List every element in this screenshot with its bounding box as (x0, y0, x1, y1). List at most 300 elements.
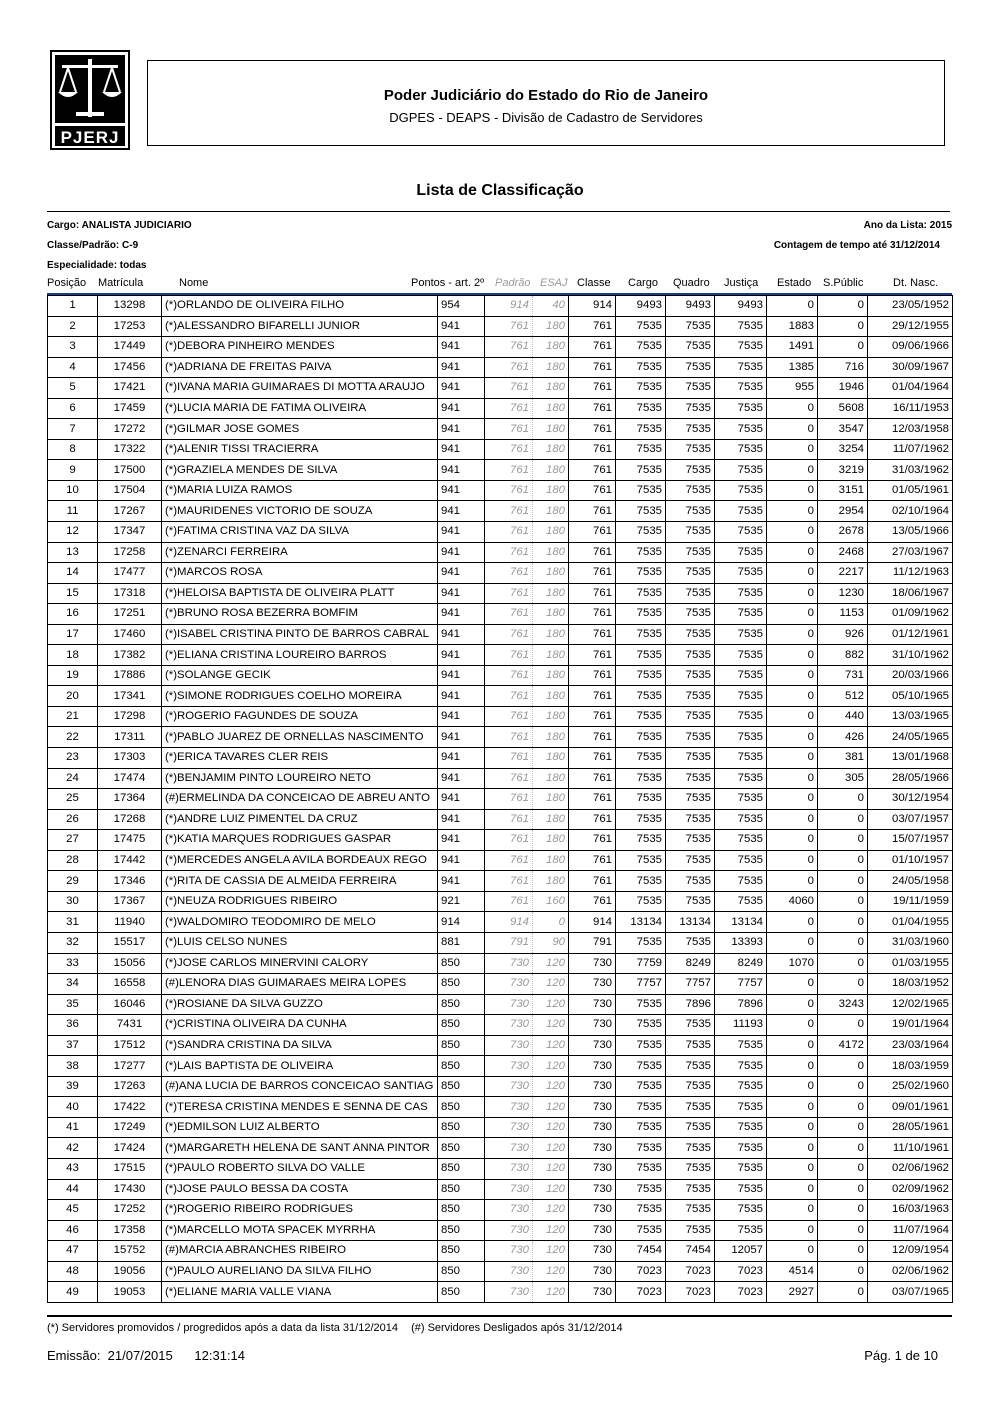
cell-esaj: 120 (533, 1138, 569, 1159)
cell-pontos: 850 (438, 1158, 485, 1179)
cell-estado: 0 (767, 501, 818, 522)
table-row (48, 1015, 953, 1036)
cell-nome: (*)PABLO JUAREZ DE ORNELLAS NASCIMENTO (162, 727, 438, 748)
cell-pontos: 850 (438, 1035, 485, 1056)
cell-cargo: 7454 (616, 1241, 666, 1262)
cell-esaj: 120 (533, 1076, 569, 1097)
cell-matricula: 17364 (98, 789, 162, 810)
cell-estado: 0 (767, 1158, 818, 1179)
col-esaj: ESAJ (540, 277, 568, 289)
cell-posicao: 11 (48, 501, 98, 522)
cell-spublic: 440 (818, 706, 868, 727)
cell-cargo: 7535 (616, 1117, 666, 1138)
cell-matricula: 17253 (98, 316, 162, 337)
cell-classe: 914 (569, 912, 616, 933)
col-classe: Classe (577, 277, 611, 289)
cell-spublic: 0 (818, 891, 868, 912)
cell-spublic: 926 (818, 624, 868, 645)
cell-estado: 0 (767, 542, 818, 563)
table-row (48, 296, 953, 317)
cell-padrao: 761 (485, 357, 533, 378)
cell-classe: 761 (569, 665, 616, 686)
cell-classe: 761 (569, 850, 616, 871)
table-row (48, 1097, 953, 1118)
cell-dtnasc: 30/12/1954 (868, 789, 953, 810)
cell-quadro: 7535 (666, 1138, 715, 1159)
cell-matricula: 17277 (98, 1056, 162, 1077)
cell-matricula: 17382 (98, 645, 162, 666)
cell-dtnasc: 13/05/1966 (868, 522, 953, 543)
cell-estado: 0 (767, 522, 818, 543)
cell-posicao: 47 (48, 1241, 98, 1262)
table-row (48, 953, 953, 974)
cell-justica: 7535 (715, 542, 767, 563)
cell-spublic: 0 (818, 1220, 868, 1241)
cell-esaj: 120 (533, 1261, 569, 1282)
cell-pontos: 850 (438, 1200, 485, 1221)
cell-pontos: 921 (438, 891, 485, 912)
logo-text: PJERJ (60, 128, 120, 147)
cell-quadro: 7535 (666, 1117, 715, 1138)
cell-classe: 761 (569, 871, 616, 892)
cell-estado: 0 (767, 439, 818, 460)
cell-estado: 0 (767, 665, 818, 686)
cell-pontos: 941 (438, 871, 485, 892)
cell-cargo: 7759 (616, 953, 666, 974)
table-row (48, 1056, 953, 1077)
cell-nome: (*)ROSIANE DA SILVA GUZZO (162, 994, 438, 1015)
cell-classe: 761 (569, 809, 616, 830)
cell-pontos: 941 (438, 378, 485, 399)
cell-pontos: 941 (438, 419, 485, 440)
cell-cargo: 7535 (616, 1179, 666, 1200)
cell-esaj: 180 (533, 480, 569, 501)
cell-justica: 7896 (715, 994, 767, 1015)
cell-padrao: 730 (485, 1056, 533, 1077)
cell-dtnasc: 13/03/1965 (868, 706, 953, 727)
cell-posicao: 37 (48, 1035, 98, 1056)
cell-spublic: 0 (818, 1179, 868, 1200)
cell-pontos: 941 (438, 439, 485, 460)
col-cargo: Cargo (628, 277, 658, 289)
cell-dtnasc: 24/05/1965 (868, 727, 953, 748)
cell-cargo: 7535 (616, 686, 666, 707)
cell-pontos: 941 (438, 686, 485, 707)
cell-nome: (*)ORLANDO DE OLIVEIRA FILHO (162, 296, 438, 317)
cell-padrao: 761 (485, 419, 533, 440)
cell-matricula: 17268 (98, 809, 162, 830)
cell-cargo: 7023 (616, 1261, 666, 1282)
cell-justica: 7535 (715, 501, 767, 522)
cell-spublic: 0 (818, 850, 868, 871)
cell-padrao: 730 (485, 1076, 533, 1097)
cell-spublic: 0 (818, 1241, 868, 1262)
cell-justica: 7535 (715, 1056, 767, 1077)
cell-justica: 7535 (715, 748, 767, 769)
cell-classe: 730 (569, 1179, 616, 1200)
cell-spublic: 3219 (818, 460, 868, 481)
cell-matricula: 17251 (98, 604, 162, 625)
cell-estado: 0 (767, 1138, 818, 1159)
cell-quadro: 7535 (666, 645, 715, 666)
cell-justica: 7535 (715, 460, 767, 481)
cell-cargo: 7535 (616, 706, 666, 727)
cell-quadro: 7535 (666, 1179, 715, 1200)
header-subtitle: DGPES - DEAPS - Divisão de Cadastro de Servidores (389, 110, 703, 125)
cell-quadro: 7896 (666, 994, 715, 1015)
meta-classe: Classe/Padrão: C-9 (47, 240, 139, 251)
cell-spublic: 0 (818, 316, 868, 337)
table-row (48, 604, 953, 625)
cell-nome: (*)GRAZIELA MENDES DE SILVA (162, 460, 438, 481)
table-row (48, 419, 953, 440)
cell-esaj: 180 (533, 686, 569, 707)
table-row (48, 398, 953, 419)
cell-posicao: 26 (48, 809, 98, 830)
cell-padrao: 761 (485, 645, 533, 666)
cell-posicao: 8 (48, 439, 98, 460)
cell-padrao: 761 (485, 378, 533, 399)
cell-justica: 7535 (715, 727, 767, 748)
cell-justica: 13134 (715, 912, 767, 933)
cell-estado: 4514 (767, 1261, 818, 1282)
cell-cargo: 7535 (616, 563, 666, 584)
cell-spublic: 0 (818, 296, 868, 317)
cell-dtnasc: 02/09/1962 (868, 1179, 953, 1200)
cell-dtnasc: 30/09/1967 (868, 357, 953, 378)
cell-quadro: 7535 (666, 357, 715, 378)
cell-dtnasc: 31/03/1960 (868, 932, 953, 953)
cell-matricula: 17267 (98, 501, 162, 522)
cell-cargo: 7535 (616, 522, 666, 543)
cell-spublic: 0 (818, 1097, 868, 1118)
cell-dtnasc: 12/02/1965 (868, 994, 953, 1015)
cell-padrao: 761 (485, 337, 533, 358)
cell-nome: (*)GILMAR JOSE GOMES (162, 419, 438, 440)
cell-justica: 12057 (715, 1241, 767, 1262)
cell-cargo: 7023 (616, 1282, 666, 1303)
cell-matricula: 17421 (98, 378, 162, 399)
cell-posicao: 28 (48, 850, 98, 871)
cell-esaj: 120 (533, 953, 569, 974)
cell-matricula: 17318 (98, 583, 162, 604)
col-nome: Nome (179, 277, 209, 289)
col-padrao: Padrão (495, 277, 531, 289)
cell-spublic: 0 (818, 1158, 868, 1179)
cell-pontos: 850 (438, 1015, 485, 1036)
cell-esaj: 40 (533, 296, 569, 317)
cell-quadro: 7535 (666, 624, 715, 645)
meta-cargo: Cargo: ANALISTA JUDICIARIO (47, 220, 192, 231)
cell-dtnasc: 09/06/1966 (868, 337, 953, 358)
cell-classe: 761 (569, 542, 616, 563)
cell-estado: 0 (767, 706, 818, 727)
cell-matricula: 19053 (98, 1282, 162, 1303)
column-headers (0, 277, 1000, 293)
cell-nome: (*)NEUZA RODRIGUES RIBEIRO (162, 891, 438, 912)
cell-estado: 0 (767, 1117, 818, 1138)
cell-classe: 730 (569, 1138, 616, 1159)
cell-pontos: 941 (438, 604, 485, 625)
cell-posicao: 7 (48, 419, 98, 440)
cell-quadro: 7535 (666, 522, 715, 543)
cell-classe: 761 (569, 316, 616, 337)
cell-padrao: 761 (485, 583, 533, 604)
cell-quadro: 7535 (666, 809, 715, 830)
cell-justica: 8249 (715, 953, 767, 974)
cell-dtnasc: 03/07/1965 (868, 1282, 953, 1303)
cell-spublic: 0 (818, 974, 868, 995)
cell-justica: 7535 (715, 419, 767, 440)
cell-quadro: 7535 (666, 850, 715, 871)
col-quadro: Quadro (673, 277, 710, 289)
cell-cargo: 7535 (616, 1015, 666, 1036)
cell-pontos: 914 (438, 912, 485, 933)
cell-esaj: 180 (533, 604, 569, 625)
cell-esaj: 180 (533, 665, 569, 686)
cell-esaj: 180 (533, 871, 569, 892)
cell-posicao: 31 (48, 912, 98, 933)
cell-esaj: 180 (533, 727, 569, 748)
cell-posicao: 33 (48, 953, 98, 974)
cell-spublic: 0 (818, 932, 868, 953)
page-number: Pág. 1 de 10 (864, 1348, 938, 1363)
cell-nome: (#)LENORA DIAS GUIMARAES MEIRA LOPES (162, 974, 438, 995)
cell-nome: (*)MARCOS ROSA (162, 563, 438, 584)
cell-posicao: 14 (48, 563, 98, 584)
cell-esaj: 120 (533, 994, 569, 1015)
cell-matricula: 11940 (98, 912, 162, 933)
cell-esaj: 180 (533, 789, 569, 810)
cell-dtnasc: 24/05/1958 (868, 871, 953, 892)
cell-esaj: 120 (533, 1117, 569, 1138)
cell-classe: 730 (569, 1076, 616, 1097)
col-dtnasc: Dt. Nasc. (893, 277, 939, 289)
cell-spublic: 882 (818, 645, 868, 666)
cell-spublic: 2468 (818, 542, 868, 563)
cell-justica: 7535 (715, 378, 767, 399)
cell-nome: (*)RITA DE CASSIA DE ALMEIDA FERREIRA (162, 871, 438, 892)
cell-justica: 7535 (715, 706, 767, 727)
cell-estado: 0 (767, 604, 818, 625)
cell-dtnasc: 19/11/1959 (868, 891, 953, 912)
cell-quadro: 7535 (666, 1200, 715, 1221)
cell-nome: (*)LAIS BAPTISTA DE OLIVEIRA (162, 1056, 438, 1077)
cell-posicao: 48 (48, 1261, 98, 1282)
cell-pontos: 941 (438, 542, 485, 563)
col-spublic: S.Públic (823, 277, 864, 289)
cell-dtnasc: 01/09/1962 (868, 604, 953, 625)
cell-padrao: 730 (485, 1261, 533, 1282)
cell-pontos: 941 (438, 583, 485, 604)
cell-quadro: 7535 (666, 789, 715, 810)
cell-padrao: 914 (485, 296, 533, 317)
cell-estado: 0 (767, 748, 818, 769)
cell-justica: 7535 (715, 439, 767, 460)
cell-padrao: 761 (485, 891, 533, 912)
cell-justica: 7535 (715, 645, 767, 666)
cell-classe: 761 (569, 768, 616, 789)
cell-nome: (#)ERMELINDA DA CONCEICAO DE ABREU ANTO (162, 789, 438, 810)
cell-quadro: 7535 (666, 439, 715, 460)
cell-matricula: 17459 (98, 398, 162, 419)
table-row (48, 686, 953, 707)
cell-classe: 730 (569, 1035, 616, 1056)
cell-padrao: 761 (485, 727, 533, 748)
cell-estado: 0 (767, 830, 818, 851)
cell-quadro: 7535 (666, 563, 715, 584)
cell-pontos: 941 (438, 357, 485, 378)
cell-matricula: 17477 (98, 563, 162, 584)
cell-posicao: 21 (48, 706, 98, 727)
cell-cargo: 7535 (616, 727, 666, 748)
cell-dtnasc: 16/11/1953 (868, 398, 953, 419)
col-justica: Justiça (724, 277, 759, 289)
table-row (48, 1261, 953, 1282)
cell-quadro: 8249 (666, 953, 715, 974)
table-row (48, 542, 953, 563)
cell-esaj: 180 (533, 542, 569, 563)
cell-esaj: 180 (533, 748, 569, 769)
cell-dtnasc: 18/03/1959 (868, 1056, 953, 1077)
cell-esaj: 120 (533, 1220, 569, 1241)
cell-pontos: 850 (438, 1220, 485, 1241)
cell-estado: 0 (767, 1015, 818, 1036)
cell-matricula: 13298 (98, 296, 162, 317)
cell-estado: 0 (767, 809, 818, 830)
cell-posicao: 9 (48, 460, 98, 481)
cell-estado: 0 (767, 563, 818, 584)
cell-posicao: 13 (48, 542, 98, 563)
table-row (48, 706, 953, 727)
cell-dtnasc: 23/05/1952 (868, 296, 953, 317)
table-row (48, 727, 953, 748)
cell-pontos: 850 (438, 1117, 485, 1138)
cell-cargo: 7535 (616, 337, 666, 358)
cell-cargo: 7535 (616, 809, 666, 830)
cell-padrao: 730 (485, 1200, 533, 1221)
cell-posicao: 22 (48, 727, 98, 748)
cell-quadro: 7535 (666, 748, 715, 769)
cell-cargo: 7535 (616, 460, 666, 481)
cell-posicao: 2 (48, 316, 98, 337)
cell-estado: 0 (767, 1056, 818, 1077)
cell-classe: 761 (569, 830, 616, 851)
table-row (48, 974, 953, 995)
cell-cargo: 7535 (616, 789, 666, 810)
cell-posicao: 5 (48, 378, 98, 399)
cell-padrao: 791 (485, 932, 533, 953)
cell-padrao: 730 (485, 994, 533, 1015)
cell-classe: 730 (569, 1220, 616, 1241)
table-row (48, 645, 953, 666)
cell-quadro: 7535 (666, 337, 715, 358)
cell-dtnasc: 18/03/1952 (868, 974, 953, 995)
cell-spublic: 716 (818, 357, 868, 378)
footer-divider (47, 1315, 952, 1317)
cell-justica: 7535 (715, 809, 767, 830)
cell-classe: 761 (569, 789, 616, 810)
cell-pontos: 850 (438, 1097, 485, 1118)
cell-pontos: 941 (438, 706, 485, 727)
cell-padrao: 761 (485, 830, 533, 851)
cell-esaj: 180 (533, 563, 569, 584)
cell-matricula: 15056 (98, 953, 162, 974)
cell-justica: 7535 (715, 1035, 767, 1056)
cell-classe: 761 (569, 563, 616, 584)
cell-matricula: 15752 (98, 1241, 162, 1262)
cell-dtnasc: 11/10/1961 (868, 1138, 953, 1159)
cell-esaj: 180 (533, 522, 569, 543)
cell-spublic: 381 (818, 748, 868, 769)
cell-pontos: 850 (438, 1056, 485, 1077)
cell-cargo: 7535 (616, 624, 666, 645)
cell-classe: 730 (569, 953, 616, 974)
cell-cargo: 7535 (616, 439, 666, 460)
cell-posicao: 6 (48, 398, 98, 419)
cell-spublic: 3254 (818, 439, 868, 460)
cell-spublic: 3243 (818, 994, 868, 1015)
cell-matricula: 17422 (98, 1097, 162, 1118)
cell-esaj: 120 (533, 1179, 569, 1200)
cell-justica: 7535 (715, 337, 767, 358)
cell-classe: 761 (569, 337, 616, 358)
cell-quadro: 7535 (666, 871, 715, 892)
cell-pontos: 941 (438, 850, 485, 871)
cell-posicao: 40 (48, 1097, 98, 1118)
cell-classe: 730 (569, 974, 616, 995)
cell-posicao: 1 (48, 296, 98, 317)
cell-matricula: 17311 (98, 727, 162, 748)
col-estado: Estado (777, 277, 812, 289)
title-divider (47, 211, 950, 212)
cell-padrao: 761 (485, 460, 533, 481)
cell-matricula: 17272 (98, 419, 162, 440)
cell-spublic: 5608 (818, 398, 868, 419)
cell-matricula: 17474 (98, 768, 162, 789)
cell-padrao: 761 (485, 768, 533, 789)
cell-esaj: 120 (533, 1241, 569, 1262)
cell-classe: 761 (569, 357, 616, 378)
cell-estado: 1070 (767, 953, 818, 974)
cell-justica: 7535 (715, 1138, 767, 1159)
table-row (48, 809, 953, 830)
cell-nome: (*)JOSE PAULO BESSA DA COSTA (162, 1179, 438, 1200)
cell-padrao: 730 (485, 1035, 533, 1056)
cell-nome: (*)JOSE CARLOS MINERVINI CALORY (162, 953, 438, 974)
cell-classe: 761 (569, 419, 616, 440)
cell-estado: 955 (767, 378, 818, 399)
cell-dtnasc: 19/01/1964 (868, 1015, 953, 1036)
cell-spublic: 0 (818, 1015, 868, 1036)
cell-justica: 7535 (715, 583, 767, 604)
cell-cargo: 7757 (616, 974, 666, 995)
cell-cargo: 7535 (616, 501, 666, 522)
cell-pontos: 941 (438, 645, 485, 666)
table-row (48, 1158, 953, 1179)
table-row (48, 1200, 953, 1221)
table-body (48, 296, 953, 1303)
footnotes (47, 1322, 633, 1334)
cell-nome: (*)ROGERIO RIBEIRO RODRIGUES (162, 1200, 438, 1221)
cell-nome: (*)LUCIA MARIA DE FATIMA OLIVEIRA (162, 398, 438, 419)
cell-esaj: 180 (533, 809, 569, 830)
cell-classe: 761 (569, 604, 616, 625)
cell-quadro: 7535 (666, 1097, 715, 1118)
cell-posicao: 32 (48, 932, 98, 953)
cell-nome: (*)ISABEL CRISTINA PINTO DE BARROS CABRAL (162, 624, 438, 645)
cell-esaj: 120 (533, 974, 569, 995)
